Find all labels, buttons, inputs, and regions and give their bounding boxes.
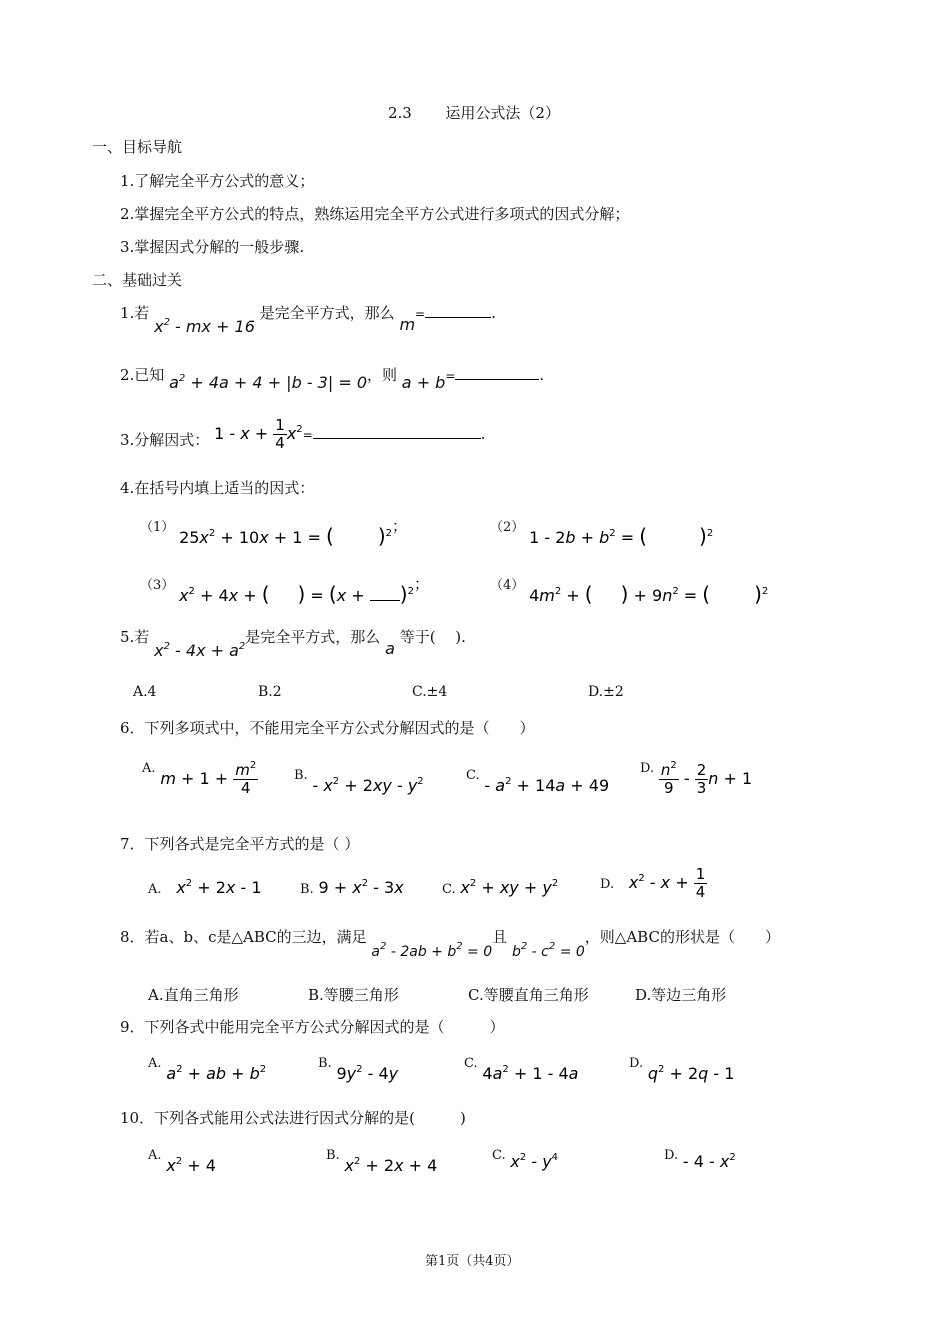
q7-option-a[interactable]: A. $x^2 + 2x - 1$: [148, 878, 262, 897]
q8-option-a[interactable]: A.直角三角形: [148, 986, 239, 1004]
question-9: 9．下列各式中能用完全平方公式分解因式的是（ ）: [120, 1018, 505, 1036]
q5-option-a[interactable]: A.4: [133, 684, 157, 700]
basics-heading: 二、基础过关: [92, 271, 183, 289]
question-8: 8．若a、b、c是△ABC的三边，满足 $a^2 - 2ab + b^2 = 0$且 $b^2 - c^2 = 0$，则△ABC的形状是（ ）: [120, 928, 780, 960]
goals-heading: 一、目标导航: [92, 138, 183, 156]
q10-option-b[interactable]: B. $x^2 + 2x + 4$: [326, 1148, 438, 1175]
q8-option-b[interactable]: B.等腰三角形: [308, 986, 399, 1004]
answer-blank[interactable]: [313, 424, 481, 439]
q8-option-c[interactable]: C.等腰直角三角形: [468, 986, 589, 1004]
q2-expression: $a^2 + 4a + 4 + |b - 3| = 0$: [169, 373, 367, 392]
page-footer: 第1页（共4页）: [425, 1254, 520, 1269]
q9-option-a[interactable]: A. $a^2$ + ab + $b^2$: [148, 1056, 267, 1083]
goal-item: 1.了解完全平方公式的意义；: [120, 172, 315, 190]
q8-option-d[interactable]: D.等边三角形: [635, 986, 727, 1004]
question-6: 6．下列多项式中，不能用完全平方公式分解因式的是（ ）: [120, 719, 535, 737]
q1-expression: $x^2$ - mx + 16: [154, 317, 255, 336]
q4-part-3: （3） $x^2 + 4x$ + ( ) = $(x + )^2$；: [140, 575, 429, 606]
q9-option-d[interactable]: D. $q^2 + 2q - 1$: [629, 1056, 735, 1083]
page-title: [388, 102, 560, 123]
q1-variable-m: m: [399, 315, 416, 334]
q3-expression: 1 - x + $\frac{1}{4}$ $x^2$: [214, 416, 303, 452]
q10-option-d[interactable]: D. - $4 - x^2$: [664, 1148, 736, 1171]
question-7: 7．下列各式是完全平方式的是（ ）: [120, 835, 360, 853]
q9-option-c[interactable]: C. $4a^2 + 1 - 4a$: [464, 1056, 579, 1083]
q6-option-a[interactable]: A. m + 1 + $\frac{m^2}{4}$: [142, 760, 257, 797]
q7-option-c[interactable]: C. $x^2$ + xy + $y^2$: [442, 878, 559, 897]
title-text: 运用公式法（2）: [445, 104, 560, 122]
q4-part-2: （2） $1 - 2b + b^2$ = ( )$^2$: [490, 520, 714, 548]
q9-option-b[interactable]: B. $9y^2 - 4y$: [318, 1056, 399, 1083]
q2-sum: a + b: [401, 373, 446, 392]
goal-item: 2.掌握完全平方公式的特点，熟练运用完全平方公式进行多项式的因式分解；: [120, 205, 630, 223]
q10-option-c[interactable]: C. $x^2 - y^4$: [492, 1148, 559, 1171]
q4-part-1: （1） $25x^2 + 10x + 1$ = ( )$^2$；: [140, 517, 408, 548]
q10-option-a[interactable]: A. $x^2 + 4$: [148, 1148, 216, 1175]
question-4: 4.在括号内填上适当的因式：: [120, 479, 315, 497]
q7-option-b[interactable]: B. $9 + x^2 - 3x$: [300, 878, 404, 897]
question-5: 5.若 $x^2 - 4x + a^2$是完全平方式，那么 a 等于( ).: [120, 628, 466, 660]
question-3: 3.分解因式： 1 - x + $\frac{1}{4}$ $x^2=$ .: [120, 416, 486, 452]
q4-part-4: （4） $4m^2$ + ( ) + $9n^2$ = ( )$^2$: [490, 578, 769, 606]
question-1: 1.若 $x^2$ - mx + 16 是完全平方式，那么 m= .: [120, 304, 496, 336]
q5-option-d[interactable]: D.±2: [588, 684, 624, 700]
q5-option-c[interactable]: C.±4: [412, 684, 448, 700]
q7-option-d[interactable]: D. $x^2$ - x + $\frac{1}{4}$: [600, 865, 706, 901]
question-2: 2.已知 $a^2 + 4a + 4 + |b - 3| = 0$，则 a + b= .: [120, 366, 545, 392]
q6-option-d[interactable]: D. $\frac{n^2}{9}$ - $\frac{2}{3}$ n + 1: [640, 760, 753, 797]
q5-option-b[interactable]: B.2: [258, 684, 282, 700]
q6-option-c[interactable]: C. - $a^2 + 14a + 49$: [466, 768, 610, 795]
question-10: 10．下列各式能用公式法进行因式分解的是( ): [120, 1109, 466, 1127]
answer-blank[interactable]: [455, 365, 539, 380]
q6-option-b[interactable]: B. - $x^2 + 2xy - y^2$: [294, 768, 424, 795]
answer-blank[interactable]: [425, 303, 491, 318]
goal-item: 3.掌握因式分解的一般步骤.: [120, 238, 305, 256]
title-number: 2.3: [388, 104, 412, 122]
